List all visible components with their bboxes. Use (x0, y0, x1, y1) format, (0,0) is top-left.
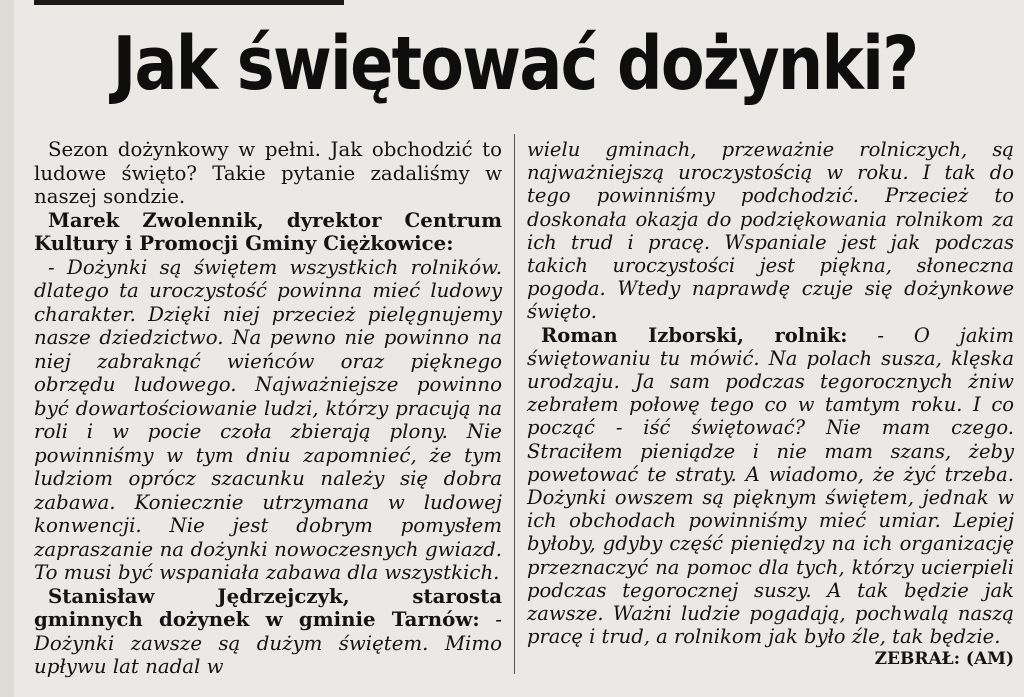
article-headline: Jak świętować dożynki? (112, 21, 918, 107)
speaker-name-2: Stanisław Jędrzejczyk, starosta gminnych dożynek w gminie Tarnów: (34, 583, 502, 631)
article-lead: Sezon dożynkowy w pełni. Jak obchodzić to ludowe święto? Takie pytanie zadaliśmy w naszej sondzie. (34, 138, 502, 208)
speaker-quote-2-part2: wielu gminach, przeważnie rolniczych, są najważniejszą uroczystością w roku. I tak do tego powinniśmy podchodzić. Przecież to doskonała okazja do podziękowania rolnikom za ich trud i pracę. Wspaniale jest jak podczas takich uroczystości jest piękna, słoneczna pogoda. Wtedy naprawdę czuje się dożynkowe święto. (527, 138, 1014, 324)
speaker-quote-2-part1: - Dożynki zawsze są dużym świętem. Mimo upływu lat nadal w (34, 608, 502, 678)
speaker-name-1: Marek Zwolennik, dyrektor Centrum Kultury i Promocji Gminy Ciężkowice: (34, 207, 502, 255)
speaker-quote-1: - Dożynki są świętem wszystkich rolników. dlatego ta uroczystość powinna mieć ludowy charakter. Dzięki niej przecież pielęgnujemy nasze dziedzictwo. Na pewno nie powinno na niej zabraknąć wieńców oraz pięknego obrzędu ludowego. Najważniejsze powinno być dowartościowanie ludzi, którzy pracują na roli i w pocie czoła zbierają plony. Nie powinniśmy w tym dniu zapomnieć, że tym ludziom oprócz szacunku należy się dobra zabawa. Koniecznie utrzymana w ludowej konwencji. Nie jest dobrym pomysłem zapraszanie na dożynki nowoczesnych gwiazd. To musi być wspaniała zabawa dla wszystkich. (34, 255, 502, 584)
speaker-block-3 (527, 324, 1014, 649)
column-divider (514, 134, 515, 674)
article-column-right (527, 138, 1014, 672)
article-credit: ZEBRAŁ: (AM) (874, 649, 1014, 670)
top-rule (34, 0, 344, 5)
speaker-block-2 (34, 585, 502, 679)
speaker-quote-3: - O jakim świętowaniu tu mówić. Na polach susza, klęska urodzaju. Ja sam podczas tegorocznych żniw zebrałem połowę tego co w tamtym roku. I co począć - iść świętować? Nie mam czego. Straciłem pieniądze i nie mam szans, żeby powetować te straty. A wiadomo, że żyć trzeba. Dożynki owszem są pięknym świętem, jednak w ich obchodach powinniśmy mieć umiar. Lepiej byłoby, gdyby część pieniędzy na ich organizację przeznaczyć na pomoc dla tych, którzy ucierpieli podczas tegorocznej suszy. A tak będzie jak zawsze. Ważni ludzie pogadają, pochwalą naszą pracę i trud, a rolnikom jak było źle, tak będzie. (527, 323, 1014, 649)
article-column-left (34, 138, 502, 679)
speaker-name-3: Roman Izborski, rolnik: (541, 323, 848, 347)
